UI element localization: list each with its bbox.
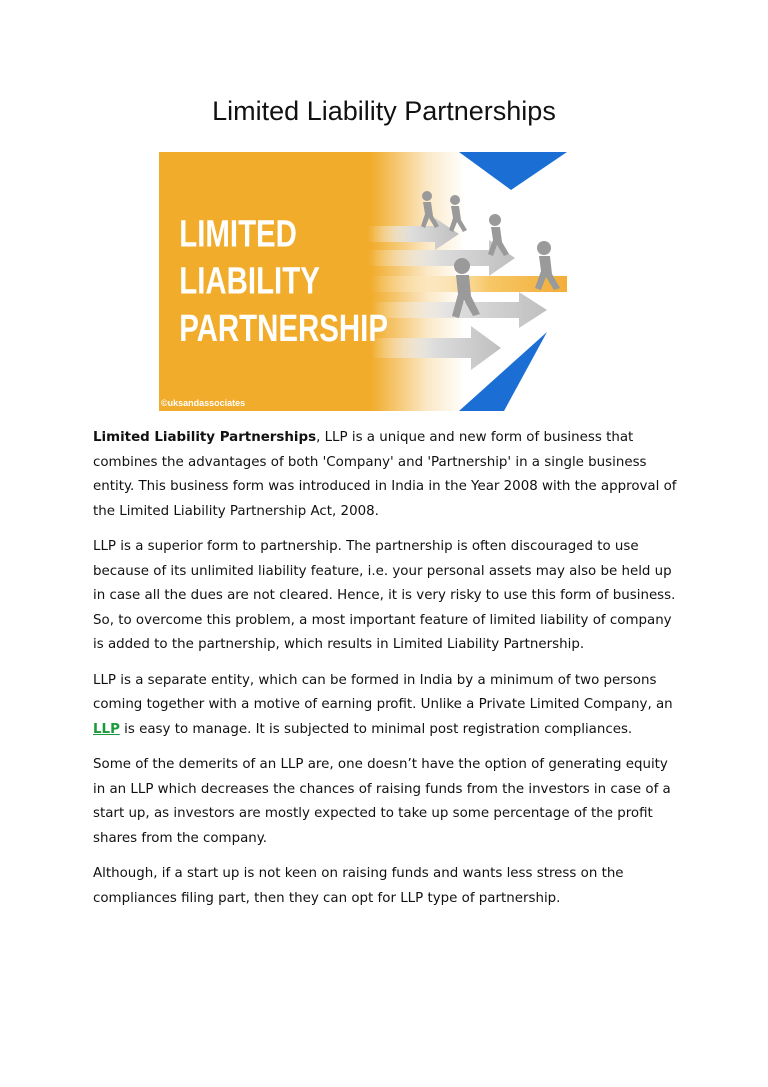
paragraph-lead: Limited Liability Partnerships bbox=[93, 430, 317, 445]
image-text-line3: PARTNERSHIP bbox=[179, 307, 388, 350]
article-body bbox=[93, 426, 683, 922]
paragraph-1 bbox=[93, 426, 683, 524]
paragraph-text: , LLP is a unique and new form of business that combines the advantages of both 'Company' and 'Partnership' in a single business entity. This business form was introduced in India in the Year 2008 with the approval of the Limited Liability Partnership Act, 2008. bbox=[93, 430, 677, 519]
paragraph-5: Although, if a start up is not keen on raising funds and wants less stress on the compliances filing part, then they can opt for LLP type of partnership. bbox=[93, 866, 624, 906]
paragraph-4: Some of the demerits of an LLP are, one doesn’t have the option of generating equity in an LLP which decreases the chances of raising funds from the investors in case of a start up, as investors are mostly expected to take up some percentage of the profit shares from the company. bbox=[93, 757, 671, 846]
image-credit: ©uksandassociates bbox=[161, 398, 246, 408]
paragraph-text-after: is easy to manage. It is subjected to minimal post registration compliances. bbox=[119, 721, 633, 737]
image-text-line1: LIMITED bbox=[179, 212, 297, 256]
paragraph-3 bbox=[93, 669, 683, 743]
paragraph-2: LLP is a superior form to partnership. The partnership is often discouraged to use because of its unlimited liability feature, i.e. your personal assets may also be held up in case all the dues are not cleared. Hence, it is very risky to use this form of business. So, to overcome this problem, a most important feature of limited liability of company is added to the partnership, which results in Limited Liability Partnership. bbox=[93, 539, 676, 652]
hero-image bbox=[159, 152, 567, 411]
llp-link[interactable]: LLP bbox=[93, 721, 120, 737]
page-title: Limited Liability Partnerships bbox=[212, 96, 556, 126]
image-text-line2: LIABILITY bbox=[179, 260, 320, 303]
paragraph-text-before: LLP is a separate entity, which can be formed in India by a minimum of two persons coming together with a motive of earning profit. Unlike a Private Limited Company, an bbox=[93, 672, 673, 712]
